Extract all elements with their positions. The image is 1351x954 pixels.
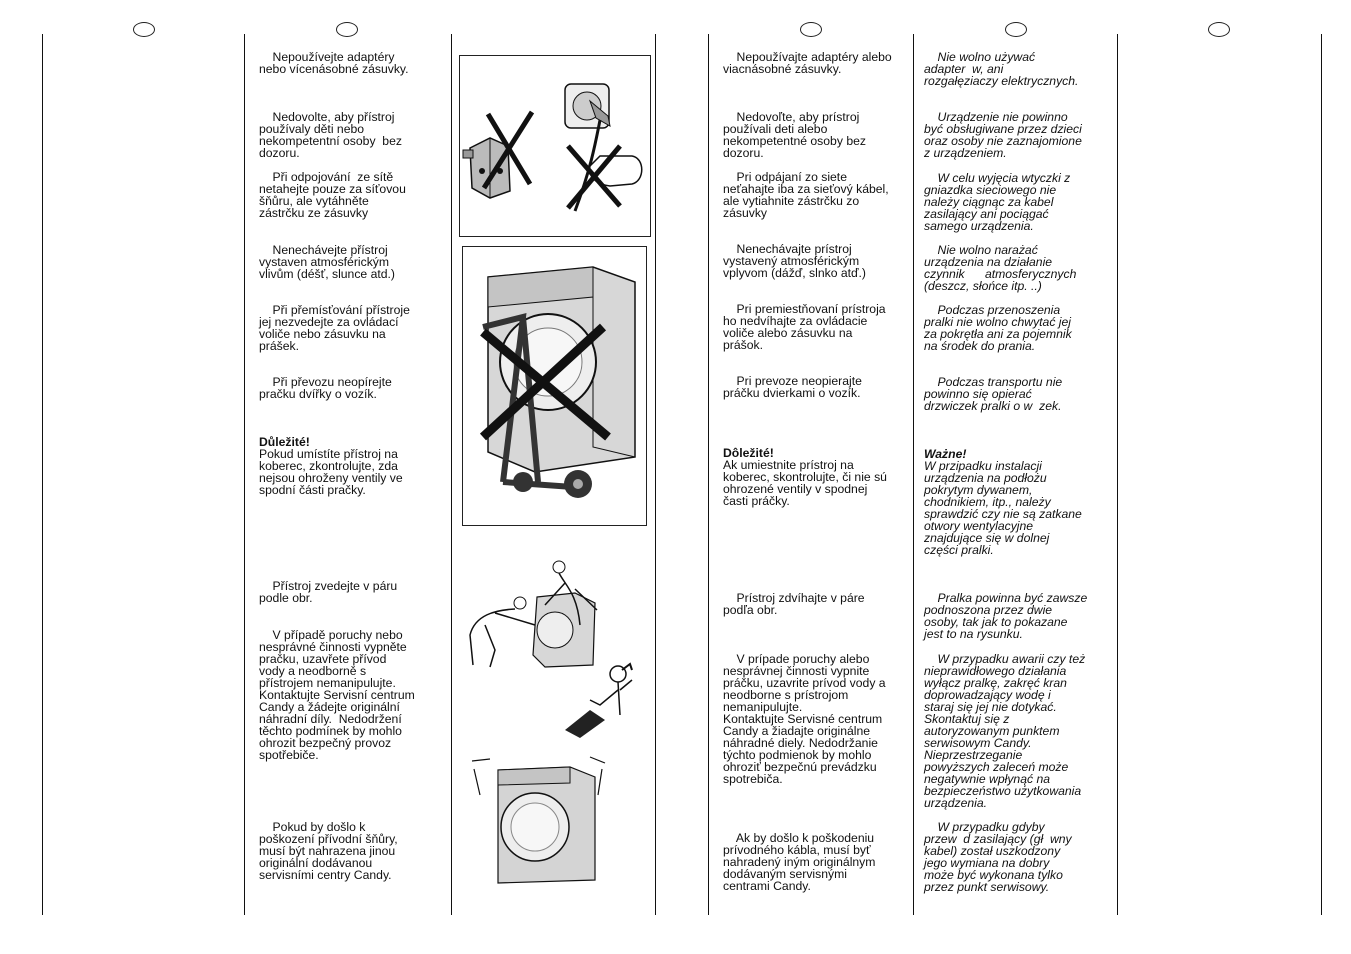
column-divider (42, 34, 43, 915)
cz-paragraph-carpet: Pokud umístíte přístroj na koberec, zkontrolujte, zda nejsou ohroženy ventily ve spodní části pračky. (259, 447, 403, 497)
cz-paragraph-malfunction: V případě poruchy nebo nesprávné činnosti vypněte pračku, uzavřete přívod vody a neodborně s přístrojem nemanipulujte. Kontaktujte Servisní centrum Candy a žádejte originální náhradní díly. Nedodržení těchto podmínek by mohlo ohrozit bezpečný provoz spotřebiče. (259, 628, 415, 762)
sk-paragraph-children: Nedovoľte, aby prístroj používali deti alebo nekompetentné osoby bez dozoru. (723, 110, 866, 160)
pl-important-heading: Ważne! (924, 447, 967, 461)
language-marker-cz-icon (336, 22, 358, 37)
washing-machine-illustration (470, 755, 610, 885)
pl-paragraph-lift: Pralka powinna być zawsze podnoszona przez dwie osoby, tak jak to pokazane jest to na rysunku. (924, 591, 1088, 641)
language-marker-sk-icon (800, 22, 822, 37)
pl-paragraph-transport: Podczas transportu nie powinno się opierać drzwiczek pralki o w zek. (924, 375, 1063, 413)
call-service-illustration (560, 660, 648, 740)
sk-paragraph-malfunction: V prípade poruchy alebo nesprávnej činnosti vypnite práčku, uzavrite prívod vody a neodborne s prístrojom nemanipulujte. Kontaktujte Servisné centrum Candy a žiadajte originálne náhradné diely. Nedodržanie týchto podmienok by mohlo ohroziť bezpečnú prevádzku spotrebiča. (723, 652, 886, 786)
cz-paragraph-transport: Při převozu neopírejte pračku dvířky o vozík. (259, 375, 392, 401)
sk-paragraph-weather: Nenechávajte prístroj vystavený atmosférickým vplyvom (dážď, slnko atď.) (723, 242, 866, 280)
two-person-lift-icon (465, 555, 605, 670)
column-divider (1117, 34, 1118, 915)
sk-paragraph-moving: Pri premiestňovaní prístroja ho nedvíhajte za ovládacie voliče alebo zásuvku na prášok. (723, 302, 886, 352)
sk-paragraph-unplug: Pri odpájaní zo siete neťahajte iba za sieťový kábel, ale vytiahnite zástrčku zo zásuvky (723, 170, 889, 220)
pl-paragraph-moving: Podczas przenoszenia pralki nie wolno chwytać jej za pokrętła ani za pojemnik na środek do prania. (924, 303, 1072, 353)
language-marker-icon (1208, 22, 1230, 37)
column-divider (708, 34, 709, 915)
plug-icon (460, 56, 650, 236)
cz-important-heading: Důležité! (259, 435, 310, 449)
pl-paragraph-malfunction: W przypadku awarii czy też nieprawidłowego działania wyłącz pralkę, zakręć kran doprowadzający wodę i staraj się jej nie dotykać. Skontaktuj się z autoryzowanym punktem serwisowym Candy. Nieprzestrzeganie powyższych zaleceń może negatywnie wpłynąć na bezpieczeństwo użytkowania urządzenia. (924, 652, 1086, 810)
language-marker-icon (133, 22, 155, 37)
sk-paragraph-transport: Pri prevoze neopierajte práčku dvierkami o vozík. (723, 374, 862, 400)
cz-paragraph-cord: Pokud by došlo k poškození přívodní šňůry, musí být nahrazena jinou originální dodávanou servisními centry Candy. (259, 820, 398, 882)
sk-paragraph-carpet: Ak umiestnite prístroj na koberec, skontrolujte, či nie sú ohrozené ventily v spodnej časti práčky. (723, 458, 887, 508)
page-fold-line (655, 34, 656, 915)
phone-call-icon (560, 660, 648, 740)
pl-paragraph-children: Urządzenie nie powinno być obsługiwane przez dzieci oraz osoby nie zaznajomione z urządzeniem. (924, 110, 1082, 160)
no-trolley-by-door-illustration (462, 246, 647, 526)
cz-paragraph-moving: Při přemísťování přístroje jej nezvedejte za ovládací voliče nebo zásuvku na prášek. (259, 303, 410, 353)
pl-paragraph-carpet: W przipadku instalacji urządzenia na podłożu pokrytym dywanem, chodnikiem, itp., należy sprawdzić czy nie są zatkane otwory wentylacyjne znajdujące się w dolnej części pralki. (924, 459, 1082, 557)
cz-paragraph-weather: Nenechávejte přístroj vystaven atmosférickým vlivům (déšť, slunce atd.) (259, 243, 395, 281)
column-divider (1321, 34, 1322, 915)
pl-paragraph-adapters: Nie wolno używać adapter w, ani rozgałęziaczy elektrycznych. (924, 50, 1079, 88)
pl-paragraph-cord: W przypadku gdyby przew d zasilający (gł wny kabel) został uszkodzony jego wymiana na dobry może być wykonana tylko przez punkt serwisowy. (924, 820, 1072, 894)
cz-paragraph-adapters: Nepoužívejte adaptéry nebo vícenásobné zásuvky. (259, 50, 409, 76)
washing-machine-icon (470, 755, 610, 885)
two-person-lift-illustration (465, 555, 605, 670)
cz-paragraph-unplug: Při odpojování ze sítě netahejte pouze za síťovou šňůru, ale vytáhněte zástrčku ze zásuvky (259, 170, 406, 220)
sk-paragraph-adapters: Nepoužívajte adaptéry alebo viacnásobné zásuvky. (723, 50, 892, 76)
column-divider (913, 34, 914, 915)
sk-important-heading: Dôležité! (723, 446, 774, 460)
pl-paragraph-weather: Nie wolno narażać urządzenia na działanie czynnik atmosferycznych (deszcz, słońce itp. ..) (924, 243, 1077, 293)
language-marker-pl-icon (1005, 22, 1027, 37)
no-adapter-no-pull-cord-illustration (459, 55, 651, 237)
column-divider (451, 34, 452, 915)
sk-paragraph-cord: Ak by došlo k poškodeniu prívodného kábla, musí byť nahradený iným originálnym dodávaným servisnými centrami Candy. (723, 831, 876, 893)
washing-machine-trolley-icon (463, 247, 646, 525)
sk-paragraph-lift: Prístroj zdvíhajte v páre podľa obr. (723, 591, 865, 617)
pl-paragraph-unplug: W celu wyjęcia wtyczki z gniazdka sieciowego nie należy ciągnąc za kabel zasilający ani pociągać samego urządzenia. (924, 171, 1071, 233)
cz-paragraph-children: Nedovolte, aby přístroj používaly děti nebo nekompetentní osoby bez dozoru. (259, 110, 402, 160)
cz-paragraph-lift: Přístroj zvedejte v páru podle obr. (259, 579, 398, 605)
column-divider (244, 34, 245, 915)
